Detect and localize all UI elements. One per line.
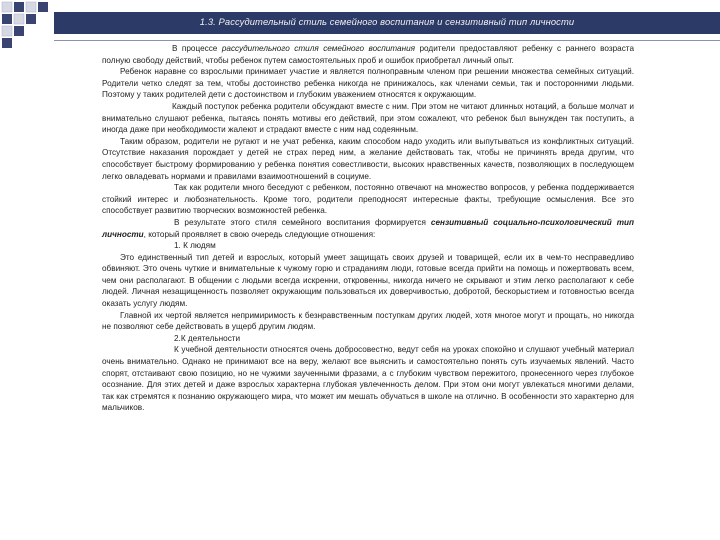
- paragraph-result: [102, 217, 634, 240]
- paragraph-activity: К учебной деятельности относятся очень добросовестно, ведут себя на уроках спокойно и слушают учебный материал очень внимательно. Однако не принимают все на веру, желают все выяснить и самостоятельно понять суть изучаемых явлений. Часто спорят, отстаивают свою позицию, но не чужими заученными фразами, а с глубоким чувством пережитого, пронесенного через глубокое осознание. Для этих детей и даже взрослых характерна глубокая увлеченность делом. При этом они могут увлекаться многими делами, так как стремятся к познанию окружающего мира, что может им мешать обучаться в школе на отлично. В особенности это характерно для мальчиков.: [102, 345, 634, 413]
- decorative-squares: [0, 0, 60, 60]
- paragraph-intro: [102, 43, 634, 66]
- paragraph-discussion: Каждый поступок ребенка родители обсуждают вместе с ним. При этом не читают длинных нотаций, а больше молчат и внимательно слушают ребенка, пытаясь понять мотивы его действий, при этом сожалеют, что ребенок был вынужден так поступить, а иногда даже при необходимости жалеют и страдают вместе с ним над содеянным.: [102, 101, 634, 135]
- intro-text-end: родители предоставляют ребенку с раннего возраста полную свободу действий, чтобы ребенок путем самостоятельных проб и ошибок приобретал личный опыт.: [102, 44, 634, 65]
- paragraph-curiosity: Так как родители много беседуют с ребенком, постоянно отвечают на множество вопросов, у ребенка поддерживается стойкий интерес и любознательность. Кроме того, родители преподносят интересные факты, требующие осмысления. Все это способствует развитию творческих возможностей ребенка.: [102, 183, 634, 216]
- section-heading-activity: 2.К деятельности: [174, 333, 241, 343]
- paragraph-main-trait: Главной их чертой является непримиримость к безнравственным поступкам других людей, хотя многое могут и прощать, но никогда не позволяют себе действовать в ущерб другим людям.: [102, 310, 634, 332]
- section-heading-people: 1. К людям: [174, 241, 216, 251]
- paragraph-no-punishment: Таким образом, родители не ругают и не учат ребенка, каким способом надо уходить или выпутываться из конфликтных ситуаций. Отсутствие наказания порождает у детей не страх перед ним, а желание действовать так, чтобы не причинять вреда другим, что способствует быстрому формированию у ребенка понятия совестливости, высоких нравственных качеств, позволяющих в последующем легко овладевать нормами и правилами взаимоотношений в социуме.: [102, 136, 634, 181]
- intro-text-start: В процессе: [172, 44, 222, 53]
- result-text-end: , который проявляет в свою очередь следующие отношения:: [143, 229, 376, 239]
- result-text-start: В результате этого стиля семейного воспитания формируется: [174, 217, 431, 227]
- result-emphasis: сензитивный социально-психологический тип личности: [102, 217, 634, 239]
- header-divider: [54, 40, 720, 41]
- page-title: 1.3. Рассудительный стиль семейного воспитания и сензитивный тип личности: [199, 16, 575, 27]
- document-body: [102, 43, 634, 414]
- paragraph-family-role: Ребенок наравне со взрослыми принимает участие и является полноправным членом при решении множества семейных ситуаций. Родители четко следят за тем, чтобы достоинство ребенка никогда не принижалось, как членами семьи, так и посторонними людьми. Поэтому у таких родителей дети с достоинством и глубоким уважением относятся к окружающим.: [102, 67, 634, 100]
- intro-emphasis: рассудительного стиля семейного воспитания: [221, 44, 416, 53]
- paragraph-people: Это единственный тип детей и взрослых, который умеет защищать своих друзей и товарищей, если их в чем-то несправедливо обвиняют. Это очень чуткие и внимательные к чужому горю и страданиям люди, готовые всегда прийти на помощь и пожертвовать всем, чем они располагают. В общении с людьми всегда искренни, откровенны, никогда ничего не скрывают и этим легко располагают к себе людей. Личная незащищенность позволяет окружающим пользоваться их доверчивостью, добротой, бескорыстием и готовностью всегда оказать услугу людям.: [102, 252, 634, 309]
